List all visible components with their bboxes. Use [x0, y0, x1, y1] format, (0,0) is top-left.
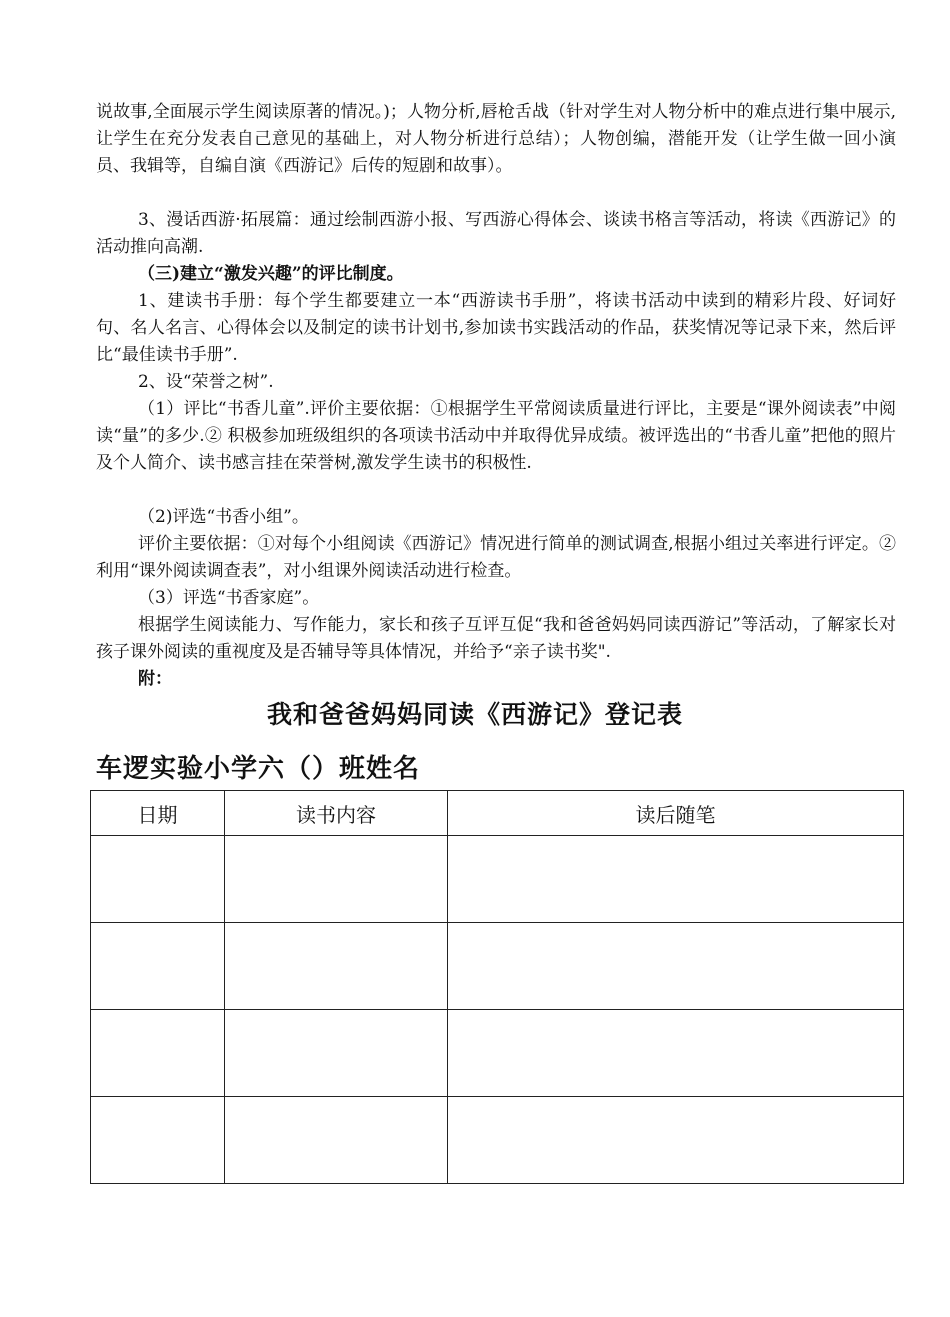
- content-cell[interactable]: [225, 923, 448, 1010]
- table-row: [91, 1097, 904, 1184]
- date-cell[interactable]: [91, 1010, 225, 1097]
- class-name-line: 车逻实验小学六（）班姓名: [96, 754, 421, 784]
- header-reading-notes: 读后随笔: [448, 791, 904, 836]
- table-row: [91, 1010, 904, 1097]
- content-cell[interactable]: [225, 836, 448, 923]
- paragraph-reading-handbook: 1、建读书手册：每个学生都要建立一本“西游读书手册”，将读书活动中读到的精彩片段、好词好句、名人名言、心得体会以及制定的读书计划书,参加读书实践活动的作品，获奖情况等记录下来，然后评比“最佳读书手册”.: [96, 291, 896, 365]
- table-row: [91, 923, 904, 1010]
- table-row: [91, 836, 904, 923]
- notes-cell[interactable]: [448, 836, 904, 923]
- header-date: 日期: [91, 791, 225, 836]
- paragraph-group-criteria: 评价主要依据：①对每个小组阅读《西游记》情况进行简单的测试调查,根据小组过关率进行评定。②利用“课外阅读调查表”，对小组课外阅读活动进行检查。: [96, 534, 896, 581]
- date-cell[interactable]: [91, 1097, 225, 1184]
- notes-cell[interactable]: [448, 923, 904, 1010]
- notes-cell[interactable]: [448, 1097, 904, 1184]
- paragraph-honor-tree: 2、设“荣誉之树”.: [138, 372, 274, 392]
- appendix-label: 附：: [138, 669, 172, 689]
- paragraph-book-family-title: （3）评选“书香家庭”。: [138, 588, 320, 608]
- content-cell[interactable]: [225, 1097, 448, 1184]
- paragraph-family-criteria: 根据学生阅读能力、写作能力，家长和孩子互评互促“我和爸爸妈妈同读西游记”等活动，了解家长对孩子课外阅读的重视度及是否辅导等具体情况，并给予“亲子读书奖".: [96, 615, 896, 662]
- notes-cell[interactable]: [448, 1010, 904, 1097]
- section-heading-evaluation: （三)建立“激发兴趣”的评比制度。: [138, 264, 404, 284]
- registration-table: [90, 790, 904, 1184]
- paragraph-book-group-title: （2)评选“书香小组”。: [138, 507, 309, 527]
- paragraph-book-children: （1）评比“书香儿童”.评价主要依据：①根据学生平常阅读质量进行评比，主要是“课外阅读表”中阅读“量”的多少.② 积极参加班级组织的各项读书活动中并取得优异成绩。被评选出的“书香儿童”把他的照片及个人简介、读书感言挂在荣誉树,激发学生读书的积极性.: [96, 399, 896, 473]
- date-cell[interactable]: [91, 836, 225, 923]
- header-reading-content: 读书内容: [225, 791, 448, 836]
- date-cell[interactable]: [91, 923, 225, 1010]
- registration-table-title: 我和爸爸妈妈同读《西游记》登记表: [266, 700, 683, 729]
- table-header-row: [91, 791, 904, 836]
- paragraph-activity-continued: 说故事,全面展示学生阅读原著的情况。)；人物分析,唇枪舌战（针对学生对人物分析中的难点进行集中展示,让学生在充分发表自己意见的基础上，对人物分析进行总结）；人物创编，潜能开发（让学生做一回小演员、我辑等，自编自演《西游记》后传的短剧和故事）。: [96, 102, 896, 176]
- content-cell[interactable]: [225, 1010, 448, 1097]
- paragraph-expansion: 3、漫话西游·拓展篇：通过绘制西游小报、写西游心得体会、谈读书格言等活动，将读《西游记》的活动推向高潮.: [96, 210, 896, 257]
